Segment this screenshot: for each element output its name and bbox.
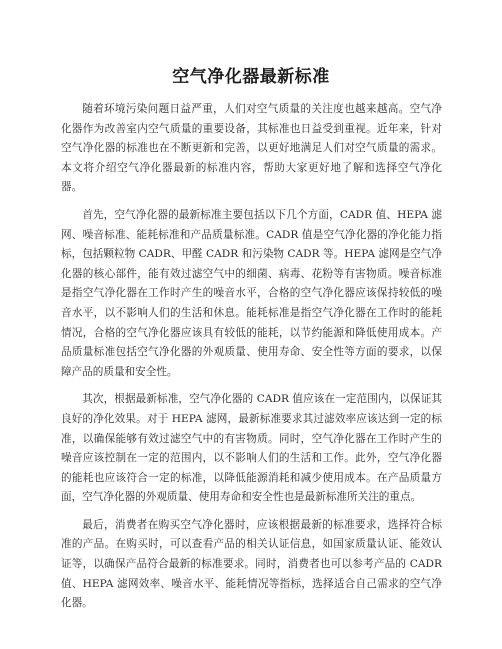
paragraph-standards-details: 其次，根据最新标准，空气净化器的 CADR 值应该在一定范围内，以保证其良好的净化效果。对于 HEPA 滤网，最新标准要求其过滤效率应该达到一定的标准，以确保能够有效过滤空气中的有害物质。同时，空气净化器在工作时产生的噪音应该控制在一定的范围内，以不影响人们的生活和工作。此外，空气净化器的能耗也应该符合一定的标准，以降低能源消耗和减少使用成本。在产品质量方面，空气净化器的外观质量、使用寿命和安全性也是最新标准所关注的重点。: [61, 393, 442, 504]
paragraph-purchase-advice: 最后，消费者在购买空气净化器时，应该根据最新的标准要求，选择符合标准的产品。在购买时，可以查看产品的相关认证信息，如国家质量认证、能效认证等，以确保产品符合最新的标准要求。同时，消费者也可以参考产品的 CADR 值、HEPA 滤网效率、噪音水平、能耗情况等指标，选择适合自己需求的空气净化器。: [61, 518, 442, 610]
document-title: 空气净化器最新标准: [172, 67, 330, 87]
document-body: [61, 100, 442, 622]
paragraph-standards-overview: 首先，空气净化器的最新标准主要包括以下几个方面，CADR 值、HEPA 滤网、噪音标准、能耗标准和产品质量标准。CADR 值是空气净化器的净化能力指标，包括颗粒物 CADR、甲醛 CADR 和污染物 CADR 等。HEPA 滤网是空气净化器的核心部件，能有效过滤空气中的细菌、病毒、花粉等有害物质。噪音标准是指空气净化器在工作时产生的噪音水平，合格的空气净化器应该保持较低的噪音水平，以不影响人们的生活和休息。能耗标准是指空气净化器在工作时的能耗情况，合格的空气净化器应该具有较低的能耗，以节约能源和降低使用成本。产品质量标准包括空气净化器的外观质量、使用寿命、安全性等方面的要求，以保障产品的质量和安全性。: [61, 208, 442, 378]
paragraph-intro: 随着环境污染问题日益严重，人们对空气质量的关注度也越来越高。空气净化器作为改善室内空气质量的重要设备，其标准也日益受到重视。近年来，针对空气净化器的标准也在不断更新和完善，以更好地满足人们对空气质量的需求。本文将介绍空气净化器最新的标准内容，帮助大家更好地了解和选择空气净化器。: [61, 103, 442, 194]
